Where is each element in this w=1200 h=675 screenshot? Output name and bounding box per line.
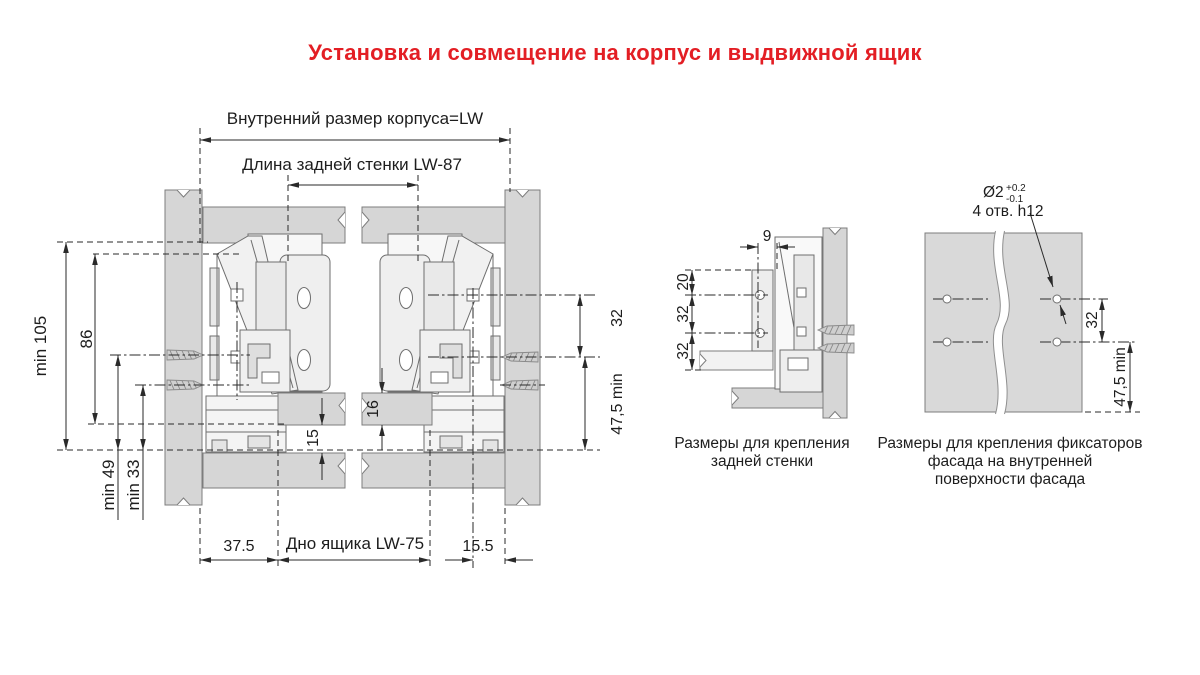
dim-label-min33: min 33 (124, 459, 143, 511)
dim-label-86: 86 (77, 329, 96, 349)
drawer-side-profile-small (775, 237, 822, 392)
caption-line: Размеры для крепления (674, 435, 850, 452)
cabinet-side-panel (823, 228, 847, 418)
fixer-hole (943, 295, 951, 303)
hole-tolerance-minus: -0.1 (1006, 194, 1024, 205)
fixer-hole (943, 338, 951, 346)
dim-label-min105: min 105 (31, 315, 50, 377)
facade-drawing (878, 183, 1143, 488)
cabinet-right-side-panel (505, 190, 540, 505)
drawer-bottom-left (278, 393, 345, 425)
hole-diameter-label: Ø2 (983, 184, 1004, 201)
caption-line: задней стенки (710, 453, 814, 470)
dim-label-back-wall-length: Длина задней стенки LW-87 (242, 155, 462, 174)
dim-label-16: 16 (365, 400, 382, 418)
dim-label-47-5: 47,5 min (1112, 347, 1129, 407)
page-title: Установка и совмещение на корпус и выдвижной ящик (308, 40, 922, 65)
dim-label-32: 32 (609, 309, 626, 327)
dim-label-32-bottom: 32 (675, 342, 692, 360)
fixer-hole (1053, 295, 1061, 303)
dim-label-32-top: 32 (675, 305, 692, 323)
dim-label-20: 20 (675, 273, 692, 291)
dim-label-min49: min 49 (99, 459, 118, 511)
cabinet-left-side-panel (165, 190, 202, 505)
main-drawing (31, 109, 626, 568)
back-wall-board (752, 270, 773, 351)
dim-label-inner-width: Внутренний размер корпуса=LW (226, 109, 484, 128)
bottom-board-left (203, 453, 345, 488)
bottom-board-right (362, 453, 505, 488)
dim-label-15: 15 (305, 429, 322, 447)
dim-label-9: 9 (762, 228, 772, 245)
drawer-bottom-board (700, 351, 773, 370)
dim-label-drawer-bottom: Дно ящика LW-75 (285, 534, 425, 553)
fixer-hole (1053, 338, 1061, 346)
dim-label-15-5: 15.5 (462, 538, 494, 555)
dim-label-37-5: 37.5 (223, 538, 255, 555)
caption-line: поверхности фасада (934, 471, 1086, 488)
hole-count-label: 4 отв. h12 (972, 203, 1044, 220)
hole-tolerance-plus: +0.2 (1006, 183, 1026, 194)
caption-line: Размеры для крепления фиксаторов (877, 435, 1143, 452)
caption-line: фасада на внутренней (927, 453, 1093, 470)
dim-label-32: 32 (1084, 311, 1101, 329)
dim-label-47-5: 47,5 min (609, 373, 626, 435)
back-wall-drawing (674, 228, 854, 470)
